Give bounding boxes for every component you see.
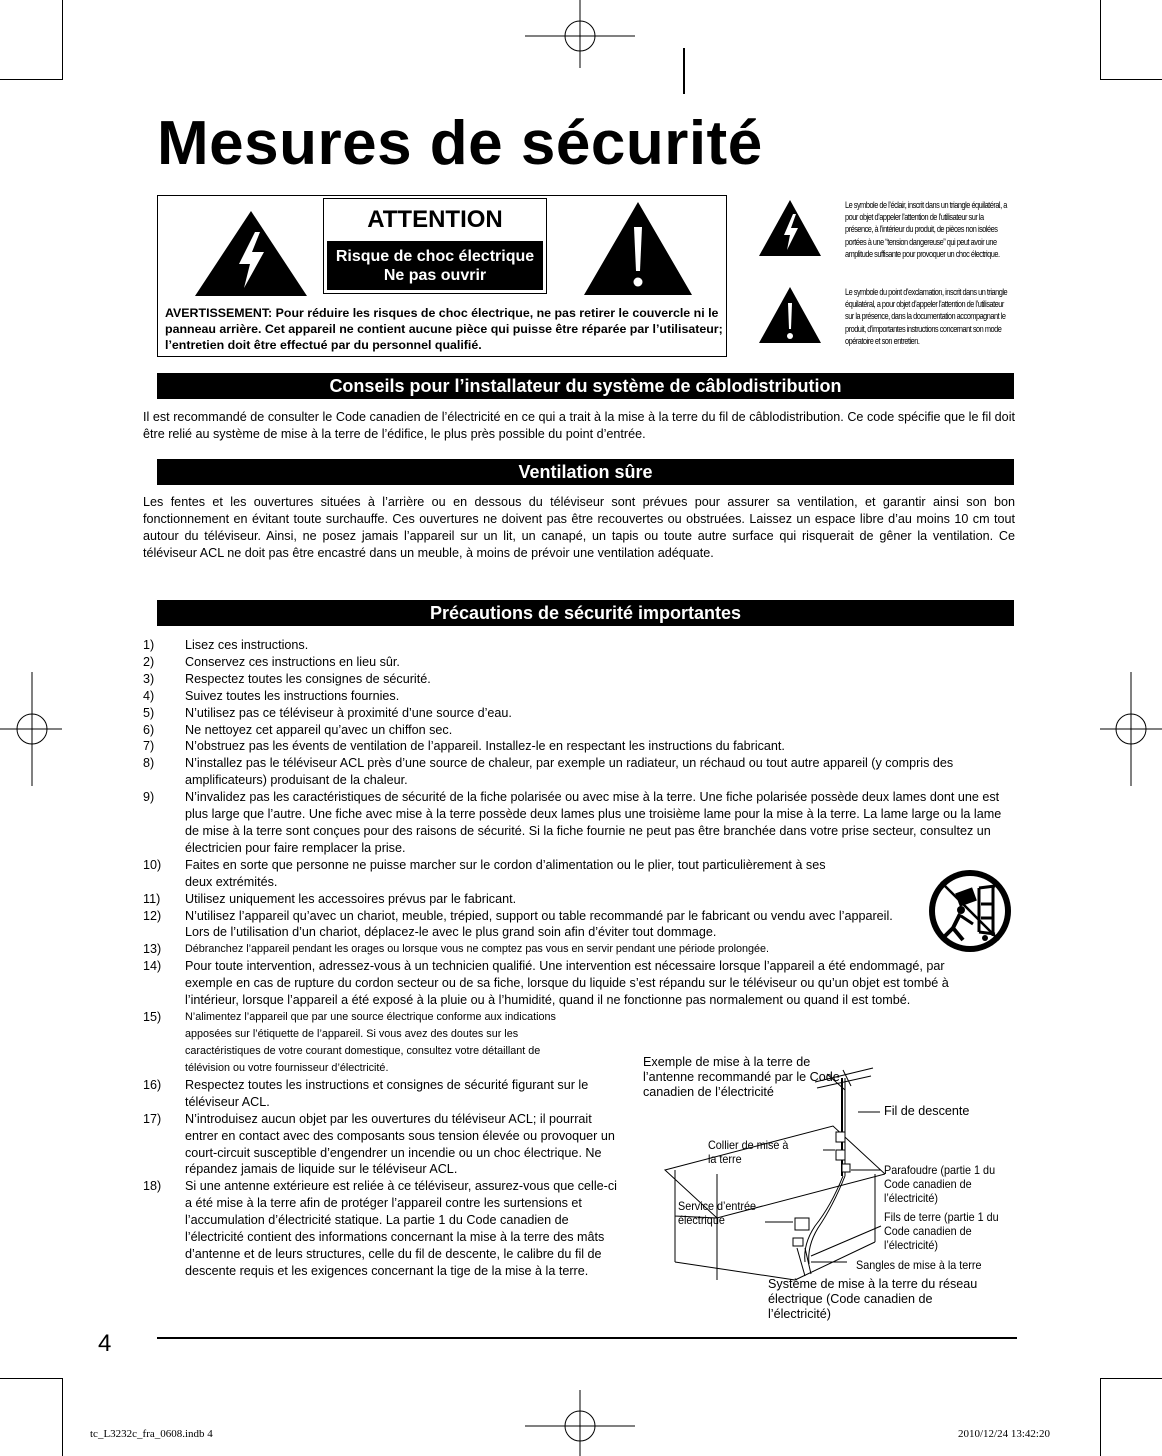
list-item: 18) Si une antenne extérieure est reliée à ce téléviseur, assurez-vous que celle-ci a été mise à la terre afin de protéger l’appareil contre les surtensions et l’accumulation d’électricité statique. La partie 1 du Code canadien de l’électricité contient des informations concernant la mise à la terre des mâts d’antenne et de leurs structures, celle du fil de descente, le calibre du fil de descente requis et les exigences concernant la tige de la mise à la terre. xyxy=(143,1179,617,1278)
diagram-caption-bottom: Système de mise à la terre du réseau électrique (Code canadien de l’électricité) xyxy=(768,1277,978,1321)
precautions-section-heading: Précautions de sécurité importantes xyxy=(157,600,1014,626)
page-number: 4 xyxy=(98,1330,112,1357)
list-item: 13) Débranchez l’appareil pendant les orages ou lorsque vous ne comptez pas vous en servir pendant une période prolongée. xyxy=(143,942,770,957)
label-parafoudre: Parafoudre (partie 1 du Code canadien de l’électricité) xyxy=(884,1163,996,1205)
lightning-symbol-icon xyxy=(757,198,823,258)
list-item: 6) Ne nettoyez cet appareil qu’avec un chiffon sec. xyxy=(143,722,453,737)
attention-box xyxy=(157,195,727,357)
house-diagram xyxy=(655,1066,885,1286)
ventilation-section-text: Les fentes et les ouvertures situées à l’arrière ou en dessous du téléviseur sont prévues pour assurer sa ventilation, et garantir ainsi son bon fonctionnement en évitant toute surchauffe. Ces ouvertures ne doivent pas être recouvertes ou obstruées. Laissez un espace libre d’au moins 10 cm tout autour du téléviseur. Ainsi, ne posez jamais l’appareil sur un lit, un canapé, un tapis ou toute autre surface qui risquerait de gêner la ventilation. Ce téléviseur ACL ne doit pas être encastré dans un meuble, à moins de prévoir une ventilation adéquate. xyxy=(143,495,1015,560)
attention-line-2: Ne pas ouvrir xyxy=(383,267,487,284)
list-item: 8) N’installez pas le téléviseur ACL près d’une source de chaleur, par exemple un radiateur, un réchaud ou tout autre appareil (y compris des amplificateurs) produisant de la chaleur. xyxy=(143,756,954,788)
attention-inverse-panel xyxy=(327,241,543,290)
footer-date: 2010/12/24 13:42:20 xyxy=(958,1428,1050,1440)
label-service: Service d’entrée électrique xyxy=(678,1199,757,1227)
exclamation-symbol-icon xyxy=(757,285,823,345)
list-item: 17) N’introduisez aucun objet par les ouvertures du téléviseur ACL; il pourrait entrer en contact avec des composants sous tension élevée ou provoquer un court-circuit susceptible d’engendrer un incendie ou un choc électrique. Ne répandez jamais de liquide sur le téléviseur ACL. xyxy=(143,1111,615,1177)
cable-section-text: Il est recommandé de consulter le Code canadien de l’électricité en ce qui a trait à la mise à la terre du fil de câblodistribution. Ce code spécifie que le fil doit être relié au système de mise à la terre de l’édifice, le plus près possible du point d’entrée. xyxy=(143,410,1015,441)
cable-section-heading: Conseils pour l’installateur du système de câblodistribution xyxy=(157,373,1014,399)
exclamation-warning-icon xyxy=(582,199,694,297)
label-sangles: Sangles de mise à la terre xyxy=(856,1258,982,1272)
page-title: Mesures de sécurité xyxy=(157,109,763,178)
list-item: 7) N’obstruez pas les évents de ventilation de l’appareil. Installez-le en respectant les instructions du fabricant. xyxy=(143,739,785,754)
label-fil-descente: Fil de descente xyxy=(884,1104,970,1118)
label-fils-terre: Fils de terre (partie 1 du Code canadien de l’électricité) xyxy=(884,1210,999,1252)
list-item: 9) N’invalidez pas les caractéristiques de sécurité de la fiche polarisée ou avec mise à la terre. Une fiche polarisée possède deux lames dont une est plus large que l’autre. Une fiche avec mise à la terre possède deux lames plus une troisième lame pour la mise à la terre. La lame large ou la lame de mise à la terre sont conçues pour des raisons de sécurité. Si la fiche fournie ne peut pas être branchée dans votre prise secteur, consultez un électricien pour faire remplacer la prise. xyxy=(143,790,1002,855)
footer-rule xyxy=(157,1337,1017,1339)
footer-file: tc_L3232c_fra_0608.indb 4 xyxy=(90,1428,213,1440)
attention-heading: ATTENTION xyxy=(367,206,503,233)
list-item: 14) Pour toute intervention, adressez-vous à un technicien qualifié. Une intervention est nécessaire lorsque l’appareil a été endommagé, par exemple en cas de rupture du cordon secteur ou de sa fiche, lorsque du liquide s’est répandu sur le téléviseur ou qu’un objet est tombé à l’intérieur, lorsque l’appareil a été exposé à la pluie ou à l’humidité, quand il ne fonctionne pas normalement ou quand il est tombé. xyxy=(143,959,949,1008)
label-collier: Collier de mise à la terre xyxy=(708,1138,789,1166)
attention-line-1: Risque de choc électrique xyxy=(335,248,535,265)
exclamation-symbol-text: Le symbole du point d’exclamation, inscrit dans un triangle équilatéral, a pour objet d’appeler l’attention de l’utilisateur sur la présence, dans la documentation accompagnant le produit, d’importantes instructions concernant son mode opératoire et son entretien. xyxy=(845,287,1008,346)
list-item: 4) Suivez toutes les instructions fournies. xyxy=(143,688,400,703)
list-item: 3) Respectez toutes les consignes de sécurité. xyxy=(143,671,431,686)
list-item: 1) Lisez ces instructions. xyxy=(143,638,309,652)
ventilation-section-heading: Ventilation sûre xyxy=(157,459,1014,485)
lightning-warning-icon xyxy=(192,208,310,298)
attention-label xyxy=(323,198,547,294)
list-item: 10) Faites en sorte que personne ne puisse marcher sur le cordon d’alimentation ou le plier, tout particulièrement à ses deux extrémités. xyxy=(143,857,826,889)
list-item: 12) N’utilisez l’appareil qu’avec un chariot, meuble, trépied, support ou table recommandé par le fabricant ou vendu avec l’appareil. Lors de l’utilisation d’un chariot, déplacez-le avec le plus grand soin afin d’éviter tout dommage. xyxy=(143,908,893,940)
list-item: 2) Conservez ces instructions en lieu sûr. xyxy=(143,654,400,669)
list-item: 5) N’utilisez pas ce téléviseur à proximité d’une source d’eau. xyxy=(143,705,512,720)
list-item: 11) Utilisez uniquement les accessoires prévus par le fabricant. xyxy=(143,891,517,906)
lightning-symbol-text: Le symbole de l’éclair, inscrit dans un triangle équilatéral, a pour objet d’appeler l’attention de l’utilisateur sur la présence, à l’intérieur du produit, de pièces non isolées portées à une “tension dangereuse” qui peut avoir une amplitude suffisante pour provoquer un choc électrique. xyxy=(845,200,1007,259)
diagram-caption-top: Exemple de mise à la terre de l’antenne recommandé par le Code canadien de l’électricité xyxy=(643,1055,840,1099)
warning-text: AVERTISSEMENT: Pour réduire les risques de choc électrique, ne pas retirer le couvercle ni le panneau arrière. Cet appareil ne contient aucune pièce qui puisse être réparée par l’utilisateur; l’entretien doit être effectué par du personnel qualifié. xyxy=(165,306,723,352)
list-item: 15) N’alimentez l’appareil que par une source électrique conforme aux indications apposées sur l’étiquette de l’appareil. Si vous avez des doutes sur les caractéristiques de votre courant domestique, consultez votre détaillant de télévision ou votre fournisseur d’électricité. xyxy=(143,1009,556,1074)
list-item: 16) Respectez toutes les instructions et consignes de sécurité figurant sur le téléviseur ACL. xyxy=(143,1077,589,1109)
cart-warning-icon xyxy=(927,868,1013,954)
